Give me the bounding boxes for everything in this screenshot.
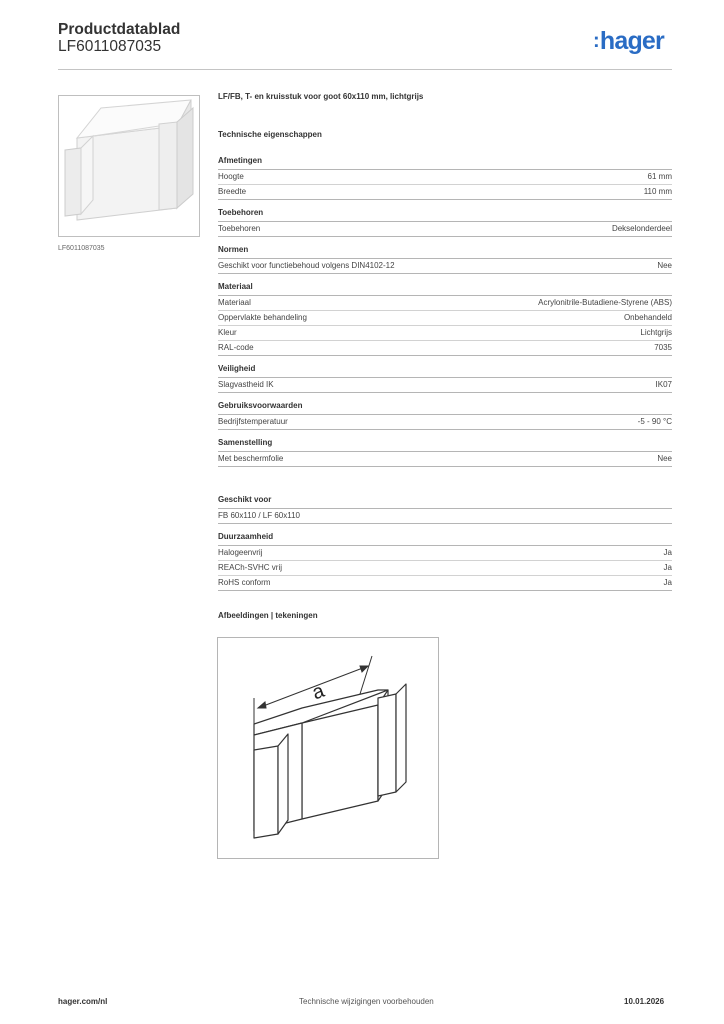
spec-label: Oppervlakte behandeling <box>218 313 307 322</box>
spec-section <box>218 401 672 430</box>
spec-row <box>218 546 672 561</box>
spec-label: Geschikt voor functiebehoud volgens DIN4102-12 <box>218 261 395 270</box>
spec-label: Breedte <box>218 187 247 196</box>
spec-row <box>218 326 672 341</box>
spec-section <box>218 282 672 356</box>
section-title: Duurzaamheid <box>218 532 672 546</box>
footer-date: 10.01.2026 <box>624 997 665 1006</box>
spec-value: Dekselonderdeel <box>611 224 672 233</box>
footer-website[interactable]: hager.com/nl <box>58 997 108 1006</box>
spec-section <box>218 364 672 393</box>
header-divider <box>58 69 672 70</box>
spec-label: Halogeenvrij <box>218 548 263 557</box>
spec-label: RoHS conform <box>218 578 271 587</box>
spec-value: Lichtgrijs <box>640 328 672 337</box>
spec-label: Met beschermfolie <box>218 454 284 463</box>
product-code: LF6011087035 <box>58 38 162 55</box>
spec-row <box>218 561 672 576</box>
spec-value: Acrylonitrile-Butadiene-Styrene (ABS) <box>538 298 672 307</box>
spec-row <box>218 415 672 430</box>
section-title: Materiaal <box>218 282 672 296</box>
product-image-drawing <box>59 96 199 236</box>
spec-row <box>218 452 672 467</box>
spec-value: 61 mm <box>647 172 672 181</box>
spec-row <box>218 378 672 393</box>
product-description: LF/FB, T- en kruisstuk voor goot 60x110 mm, lichtgrijs <box>218 92 424 101</box>
spec-row <box>218 170 672 185</box>
brand-logo[interactable] <box>593 27 664 56</box>
section-title: Geschikt voor <box>218 495 672 509</box>
spec-value: Ja <box>663 548 672 557</box>
section-title: Normen <box>218 245 672 259</box>
spec-value: Onbehandeld <box>623 313 672 322</box>
section-title: Gebruiksvoorwaarden <box>218 401 672 415</box>
spec-label: Bedrijfstemperatuur <box>218 417 288 426</box>
spec-value: Ja <box>663 563 672 572</box>
logo-dots: : <box>593 30 599 52</box>
section-title: Samenstelling <box>218 438 672 452</box>
spec-section <box>218 156 672 200</box>
logo-text: hager <box>599 27 664 55</box>
dimension-label: a <box>309 679 328 705</box>
spec-row <box>218 311 672 326</box>
spec-value: 110 mm <box>643 187 672 196</box>
spec-value: 7035 <box>654 343 672 352</box>
spec-row <box>218 259 672 274</box>
compatible-section <box>218 495 672 524</box>
sustainability-section <box>218 532 672 591</box>
spec-label: Slagvastheid IK <box>218 380 274 389</box>
spec-section <box>218 245 672 274</box>
product-image-caption: LF6011087035 <box>58 245 105 252</box>
document-title: Productdatablad <box>58 21 181 38</box>
spec-section <box>218 208 672 237</box>
compatible-value: FB 60x110 / LF 60x110 <box>218 511 300 520</box>
spec-row <box>218 185 672 200</box>
spec-value: Nee <box>657 454 672 463</box>
spec-value: -5 - 90 °C <box>637 417 672 426</box>
footer-disclaimer: Technische wijzigingen voorbehouden <box>299 997 434 1006</box>
content-column <box>218 92 672 621</box>
technical-drawing-svg <box>218 638 438 858</box>
spec-label: RAL-code <box>218 343 254 352</box>
spec-value: IK07 <box>655 380 672 389</box>
technical-drawing <box>217 637 439 859</box>
drawings-title: Afbeeldingen | tekeningen <box>218 611 318 620</box>
section-title: Veiligheid <box>218 364 672 378</box>
specs-heading: Technische eigenschappen <box>218 130 322 139</box>
section-title: Toebehoren <box>218 208 672 222</box>
spec-label: Materiaal <box>218 298 251 307</box>
spec-row <box>218 341 672 356</box>
spec-label: Toebehoren <box>218 224 261 233</box>
spec-section <box>218 438 672 467</box>
spec-label: REACh-SVHC vrij <box>218 563 283 572</box>
spec-label: Kleur <box>218 328 237 337</box>
spec-label: Hoogte <box>218 172 244 181</box>
section-title: Afmetingen <box>218 156 672 170</box>
spec-row <box>218 296 672 311</box>
spec-row <box>218 576 672 591</box>
spec-row <box>218 509 672 524</box>
spec-value: Ja <box>663 578 672 587</box>
spec-row <box>218 222 672 237</box>
product-image <box>58 95 200 237</box>
spec-value: Nee <box>657 261 672 270</box>
